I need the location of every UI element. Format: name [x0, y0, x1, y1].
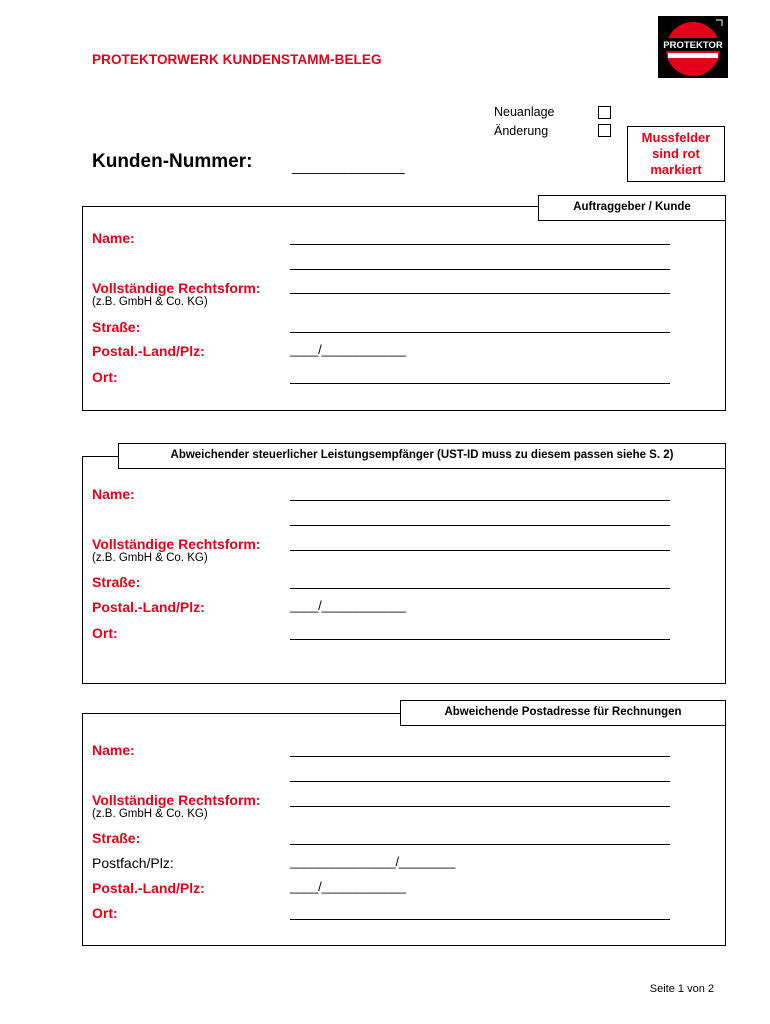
client-city-label: Ort:	[92, 369, 118, 385]
client-city-field[interactable]	[290, 383, 670, 384]
client-postal-field[interactable]: ____/____________	[290, 342, 406, 357]
client-name-label: Name:	[92, 230, 135, 246]
invoice-postal-label: Postal.-Land/Plz:	[92, 880, 205, 896]
logo-text: PROTEKTOR	[663, 40, 723, 51]
document-title: PROTEKTORWERK KUNDENSTAMM-BELEG	[92, 52, 382, 67]
tax-street-field[interactable]	[290, 588, 670, 589]
invoice-city-label: Ort:	[92, 905, 118, 921]
neuanlage-checkbox[interactable]	[598, 106, 611, 119]
invoice-postal-field[interactable]: ____/____________	[290, 879, 406, 894]
tax-name-label: Name:	[92, 486, 135, 502]
invoice-postbox-field[interactable]: _______________/________	[290, 854, 456, 869]
invoice-city-field[interactable]	[290, 919, 670, 920]
client-street-label: Straße:	[92, 319, 141, 335]
invoice-name-field-1[interactable]	[290, 756, 670, 757]
section-tax-recipient	[82, 456, 726, 684]
invoice-street-field[interactable]	[290, 844, 670, 845]
section-client-header: Auftraggeber / Kunde	[538, 195, 726, 221]
tax-legal-form-field[interactable]	[290, 550, 670, 551]
section-invoice-address-header: Abweichende Postadresse für Rechnungen	[400, 700, 726, 726]
tax-street-label: Straße:	[92, 574, 141, 590]
section-client	[82, 206, 726, 411]
protektor-logo	[658, 16, 728, 78]
neuanlage-label: Neuanlage	[494, 105, 555, 119]
invoice-legal-form-field[interactable]	[290, 806, 670, 807]
tax-postal-label: Postal.-Land/Plz:	[92, 599, 205, 615]
tax-postal-field[interactable]: ____/____________	[290, 598, 406, 613]
notice-line-3: markiert	[650, 162, 702, 177]
page-number: Seite 1 von 2	[649, 983, 714, 995]
client-legal-form-label: Vollständige Rechtsform:	[92, 280, 261, 296]
invoice-name-label: Name:	[92, 742, 135, 758]
client-legal-form-field[interactable]	[290, 293, 670, 294]
invoice-street-label: Straße:	[92, 830, 141, 846]
tax-name-field-2[interactable]	[290, 525, 670, 526]
notice-line-1: Mussfelder	[641, 130, 711, 145]
required-fields-notice	[627, 126, 725, 182]
tax-city-field[interactable]	[290, 639, 670, 640]
tax-name-field-1[interactable]	[290, 500, 670, 501]
client-name-field-1[interactable]	[290, 244, 670, 245]
section-tax-recipient-header: Abweichender steuerlicher Leistungsempfänger (UST-ID muss zu diesem passen siehe S. 2)	[118, 443, 726, 469]
tax-legal-form-hint: (z.B. GmbH & Co. KG)	[92, 552, 208, 564]
client-postal-label: Postal.-Land/Plz:	[92, 343, 205, 359]
invoice-name-field-2[interactable]	[290, 781, 670, 782]
customer-number-label: Kunden-Nummer:	[92, 151, 253, 172]
aenderung-checkbox[interactable]	[598, 124, 611, 137]
notice-line-2: sind rot	[652, 146, 700, 161]
invoice-postbox-label: Postfach/Plz:	[92, 855, 174, 871]
invoice-legal-form-hint: (z.B. GmbH & Co. KG)	[92, 808, 208, 820]
client-name-field-2[interactable]	[290, 269, 670, 270]
aenderung-label: Änderung	[494, 124, 549, 138]
tax-city-label: Ort:	[92, 625, 118, 641]
tax-legal-form-label: Vollständige Rechtsform:	[92, 536, 261, 552]
client-street-field[interactable]	[290, 332, 670, 333]
section-invoice-address	[82, 713, 726, 946]
client-legal-form-hint: (z.B. GmbH & Co. KG)	[92, 296, 208, 308]
customer-number-field[interactable]: _______________	[292, 158, 405, 174]
invoice-legal-form-label: Vollständige Rechtsform:	[92, 792, 261, 808]
